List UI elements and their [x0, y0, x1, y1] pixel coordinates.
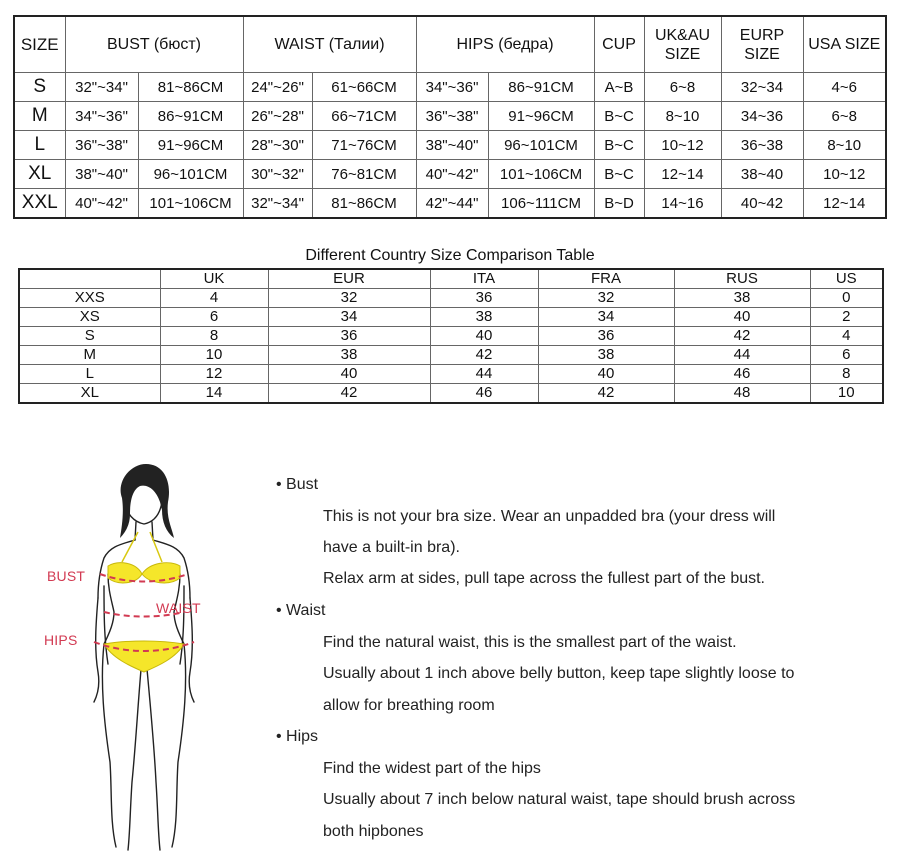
cell-fra: 40: [538, 365, 674, 384]
cell-uk: 6: [160, 308, 268, 327]
cell-ukau: 12~14: [644, 160, 721, 189]
cell-ukau: 8~10: [644, 102, 721, 131]
bust-label: BUST: [47, 568, 86, 584]
comparison-row: [19, 289, 883, 308]
guide-waist-heading: • Waist: [276, 602, 326, 619]
cell-us: 0: [810, 289, 883, 308]
cell-size: L: [19, 365, 160, 384]
cell-waist-in: 26"~28": [243, 102, 312, 131]
cell-fra: 42: [538, 384, 674, 404]
cell-cup: B~C: [594, 131, 644, 160]
size-table-row: [14, 102, 886, 131]
header-eurp-line1: EURP: [739, 26, 785, 44]
cell-usa: 10~12: [803, 160, 886, 189]
cell-fra: 38: [538, 346, 674, 365]
cell-rus: 46: [674, 365, 810, 384]
comparison-row: [19, 346, 883, 365]
size-table-row: [14, 160, 886, 189]
cell-size: M: [19, 346, 160, 365]
cell-ukau: 14~16: [644, 189, 721, 219]
size-chart-table: [13, 15, 887, 219]
cell-eurp: 40~42: [721, 189, 803, 219]
bikini-bottom: [104, 641, 184, 672]
cell-size: XS: [19, 308, 160, 327]
cell-size: S: [14, 73, 65, 102]
cell-cup: B~D: [594, 189, 644, 219]
size-table-row: [14, 189, 886, 219]
cell-hips-cm: 86~91CM: [488, 73, 594, 102]
woman-silhouette-illustration: [38, 462, 238, 857]
cell-hips-in: 42"~44": [416, 189, 488, 219]
guide-waist-line: Usually about 1 inch above belly button, keep tape slightly loose to: [323, 665, 795, 682]
header-cup: CUP: [594, 16, 644, 73]
cell-eur: 34: [268, 308, 430, 327]
cell-eurp: 36~38: [721, 131, 803, 160]
cell-ita: 38: [430, 308, 538, 327]
cell-us: 4: [810, 327, 883, 346]
cell-size: XXL: [14, 189, 65, 219]
cell-ita: 42: [430, 346, 538, 365]
cell-size: S: [19, 327, 160, 346]
header-size: SIZE: [14, 16, 65, 73]
cell-waist-cm: 66~71CM: [312, 102, 416, 131]
header-ukau-line1: UK&AU: [654, 26, 711, 44]
cell-rus: 48: [674, 384, 810, 404]
cell-ita: 46: [430, 384, 538, 404]
comparison-row: [19, 365, 883, 384]
cell-waist-in: 24"~26": [243, 73, 312, 102]
header-ita: ITA: [430, 269, 538, 289]
cell-hips-cm: 96~101CM: [488, 131, 594, 160]
cell-waist-in: 30"~32": [243, 160, 312, 189]
cell-size: XL: [19, 384, 160, 404]
cell-ita: 44: [430, 365, 538, 384]
header-waist: WAIST (Талии): [243, 16, 416, 73]
cell-ita: 40: [430, 327, 538, 346]
cell-ita: 36: [430, 289, 538, 308]
guide-hips-heading: • Hips: [276, 728, 319, 745]
header-ukau: [644, 16, 721, 73]
cell-bust-in: 38"~40": [65, 160, 138, 189]
cell-size: XL: [14, 160, 65, 189]
cell-eur: 42: [268, 384, 430, 404]
cell-usa: 8~10: [803, 131, 886, 160]
cell-us: 2: [810, 308, 883, 327]
comparison-row: [19, 327, 883, 346]
cell-bust-in: 36"~38": [65, 131, 138, 160]
cell-hips-in: 36"~38": [416, 102, 488, 131]
comparison-row: [19, 308, 883, 327]
header-blank: [19, 269, 160, 289]
cell-eurp: 34~36: [721, 102, 803, 131]
header-eur: EUR: [268, 269, 430, 289]
cell-bust-cm: 101~106CM: [138, 189, 243, 219]
guide-bust-line: This is not your bra size. Wear an unpadded bra (your dress will: [323, 508, 776, 525]
cell-eurp: 32~34: [721, 73, 803, 102]
cell-hips-in: 38"~40": [416, 131, 488, 160]
cell-waist-cm: 81~86CM: [312, 189, 416, 219]
header-bust: BUST (бюст): [65, 16, 243, 73]
size-table-row: [14, 131, 886, 160]
cell-fra: 34: [538, 308, 674, 327]
cell-usa: 6~8: [803, 102, 886, 131]
cell-waist-in: 28"~30": [243, 131, 312, 160]
cell-rus: 38: [674, 289, 810, 308]
cell-waist-cm: 61~66CM: [312, 73, 416, 102]
header-uk: UK: [160, 269, 268, 289]
cell-hips-cm: 101~106CM: [488, 160, 594, 189]
cell-cup: A~B: [594, 73, 644, 102]
cell-bust-in: 34"~36": [65, 102, 138, 131]
header-eurp: [721, 16, 803, 73]
country-size-comparison-table: [18, 268, 884, 404]
cell-us: 10: [810, 384, 883, 404]
cell-hips-in: 34"~36": [416, 73, 488, 102]
cell-eur: 40: [268, 365, 430, 384]
body-measurement-figure: [38, 462, 238, 857]
hips-label: HIPS: [44, 632, 78, 648]
cell-cup: B~C: [594, 160, 644, 189]
cell-fra: 32: [538, 289, 674, 308]
waist-label: WAIST: [156, 600, 201, 616]
cell-rus: 40: [674, 308, 810, 327]
size-table-row: [14, 73, 886, 102]
guide-bust-line: have a built-in bra).: [323, 539, 460, 556]
size-table-header-row: [14, 16, 886, 73]
header-ukau-line2: SIZE: [664, 45, 701, 63]
cell-eur: 32: [268, 289, 430, 308]
cell-bust-in: 40"~42": [65, 189, 138, 219]
header-us: US: [810, 269, 883, 289]
cell-bust-cm: 86~91CM: [138, 102, 243, 131]
cell-waist-in: 32"~34": [243, 189, 312, 219]
guide-hips-line: Usually about 7 inch below natural waist, tape should brush across: [323, 791, 796, 808]
cell-hips-cm: 106~111CM: [488, 189, 594, 219]
guide-waist-line: Find the natural waist, this is the smallest part of the waist.: [323, 634, 737, 651]
cell-usa: 4~6: [803, 73, 886, 102]
guide-waist-line: allow for breathing room: [323, 697, 495, 714]
header-eurp-line2: SIZE: [744, 45, 780, 63]
cell-fra: 36: [538, 327, 674, 346]
guide-hips-line: Find the widest part of the hips: [323, 760, 541, 777]
cell-eur: 36: [268, 327, 430, 346]
cell-uk: 10: [160, 346, 268, 365]
header-usa: USA SIZE: [803, 16, 886, 73]
cell-eur: 38: [268, 346, 430, 365]
cell-hips-in: 40"~42": [416, 160, 488, 189]
cell-ukau: 10~12: [644, 131, 721, 160]
cell-rus: 42: [674, 327, 810, 346]
cell-waist-cm: 71~76CM: [312, 131, 416, 160]
cell-ukau: 6~8: [644, 73, 721, 102]
cell-eurp: 38~40: [721, 160, 803, 189]
header-hips: HIPS (бедра): [416, 16, 594, 73]
comparison-table-title: Different Country Size Comparison Table: [305, 247, 595, 264]
cell-size: XXS: [19, 289, 160, 308]
cell-waist-cm: 76~81CM: [312, 160, 416, 189]
cell-uk: 12: [160, 365, 268, 384]
cell-hips-cm: 91~96CM: [488, 102, 594, 131]
cell-uk: 8: [160, 327, 268, 346]
cell-us: 6: [810, 346, 883, 365]
comparison-header-row: [19, 269, 883, 289]
cell-uk: 14: [160, 384, 268, 404]
cell-uk: 4: [160, 289, 268, 308]
header-fra: FRA: [538, 269, 674, 289]
comparison-row: [19, 384, 883, 404]
cell-rus: 44: [674, 346, 810, 365]
cell-size: M: [14, 102, 65, 131]
cell-usa: 12~14: [803, 189, 886, 219]
cell-size: L: [14, 131, 65, 160]
cell-cup: B~C: [594, 102, 644, 131]
cell-bust-cm: 81~86CM: [138, 73, 243, 102]
guide-bust-line: Relax arm at sides, pull tape across the fullest part of the bust.: [323, 570, 765, 587]
header-rus: RUS: [674, 269, 810, 289]
cell-bust-in: 32"~34": [65, 73, 138, 102]
cell-bust-cm: 96~101CM: [138, 160, 243, 189]
cell-bust-cm: 91~96CM: [138, 131, 243, 160]
guide-bust-heading: • Bust: [276, 476, 319, 493]
cell-us: 8: [810, 365, 883, 384]
guide-hips-line: both hipbones: [323, 823, 424, 840]
